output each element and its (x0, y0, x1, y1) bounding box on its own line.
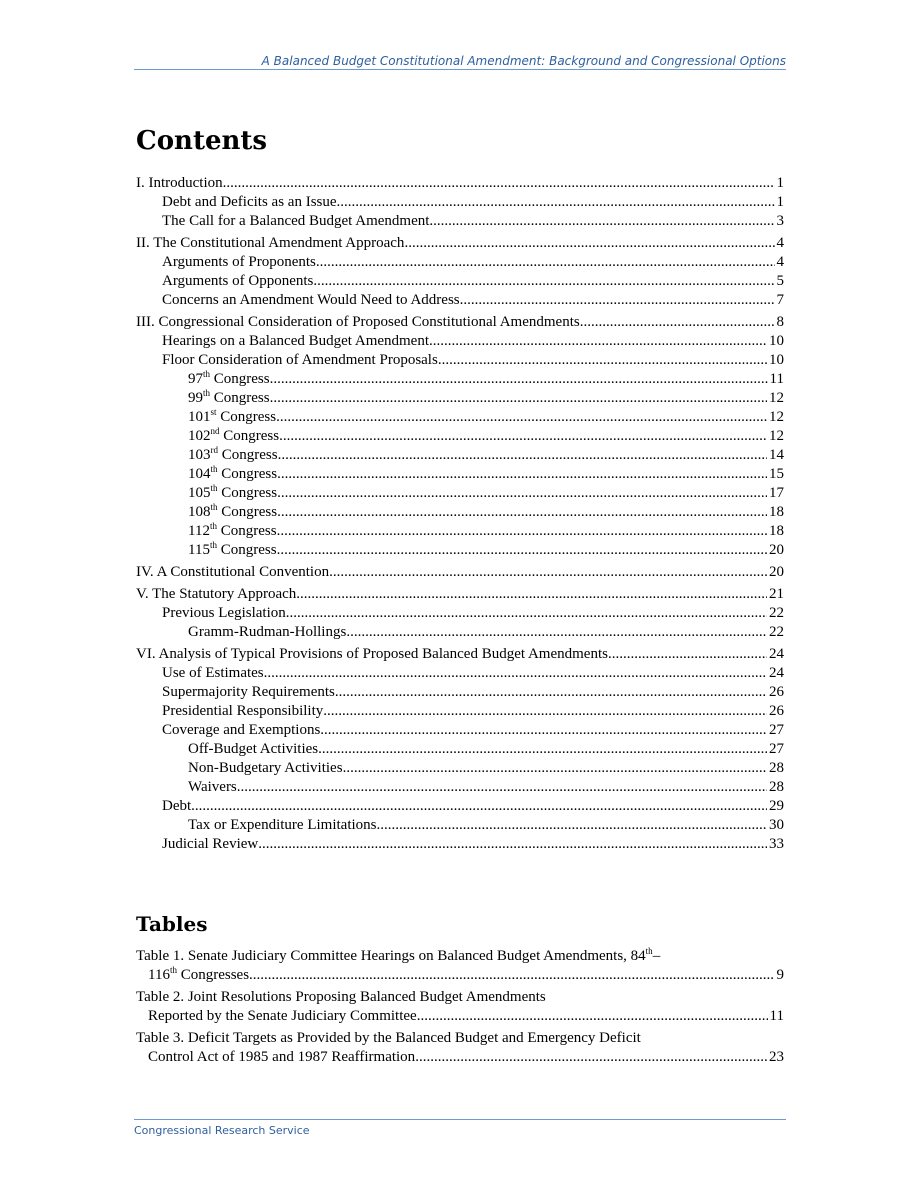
toc-table-3[interactable]: Table 3. Deficit Targets as Provided by the Balanced Budget and Emergency Deficit Control Act of 1985 and 1987 Reaffirmation ..... 23 (136, 1029, 784, 1067)
toc-entry-tax-expenditure[interactable]: Tax or Expenditure Limitations ..... 30 (136, 816, 784, 835)
toc-entry-previous-legislation[interactable]: Previous Legislation ..... 22 (136, 604, 784, 623)
toc-entry-waivers[interactable]: Waivers ..... 28 (136, 778, 784, 797)
toc-entry-statutory-approach[interactable]: V. The Statutory Approach ..... 21 (136, 585, 784, 604)
running-header: A Balanced Budget Constitutional Amendment: Background and Congressional Options (134, 54, 786, 70)
toc-entry-101st-congress[interactable]: 101st Congress ..... 12 (136, 408, 784, 427)
toc-table-2[interactable]: Table 2. Joint Resolutions Proposing Balanced Budget Amendments Reported by the Senate Judiciary Committee ..... 11 (136, 988, 784, 1026)
toc-entry-concerns[interactable]: Concerns an Amendment Would Need to Address ..... 7 (136, 291, 784, 310)
toc-entry-hearings[interactable]: Hearings on a Balanced Budget Amendment ..... 10 (136, 332, 784, 351)
toc-entry-coverage-exemptions[interactable]: Coverage and Exemptions ..... 27 (136, 721, 784, 740)
page-footer: Congressional Research Service (134, 1119, 786, 1137)
toc-entry-103rd-congress[interactable]: 103rd Congress ..... 14 (136, 446, 784, 465)
toc-entry-call-for-amendment[interactable]: The Call for a Balanced Budget Amendment ..... 3 (136, 212, 784, 231)
toc-entry-constitutional-convention[interactable]: IV. A Constitutional Convention ..... 20 (136, 563, 784, 582)
toc-entry-97th-congress[interactable]: 97th Congress ..... 11 (136, 370, 784, 389)
tables-heading: Tables (136, 912, 208, 936)
toc-table-1[interactable]: Table 1. Senate Judiciary Committee Hearings on Balanced Budget Amendments, 84th– 116th Congresses ..... 9 (136, 947, 784, 985)
toc-entry-use-of-estimates[interactable]: Use of Estimates ..... 24 (136, 664, 784, 683)
toc-entry-102nd-congress[interactable]: 102nd Congress ..... 12 (136, 427, 784, 446)
toc-entry-proponents[interactable]: Arguments of Proponents ..... 4 (136, 253, 784, 272)
toc-entry-112th-congress[interactable]: 112th Congress ..... 18 (136, 522, 784, 541)
toc-entry-non-budgetary[interactable]: Non-Budgetary Activities ..... 28 (136, 759, 784, 778)
toc-entry-99th-congress[interactable]: 99th Congress ..... 12 (136, 389, 784, 408)
contents-heading: Contents (136, 126, 268, 156)
toc-entry-congressional-consideration[interactable]: III. Congressional Consideration of Proposed Constitutional Amendments ..... 8 (136, 313, 784, 332)
toc-entry-115th-congress[interactable]: 115th Congress ..... 20 (136, 541, 784, 560)
toc-entry-supermajority[interactable]: Supermajority Requirements ..... 26 (136, 683, 784, 702)
toc-entry-constitutional-approach[interactable]: II. The Constitutional Amendment Approach ..... 4 (136, 234, 784, 253)
toc-entry-introduction[interactable]: I. Introduction ..... 1 (136, 174, 784, 193)
toc-entry-108th-congress[interactable]: 108th Congress ..... 18 (136, 503, 784, 522)
toc-entry-opponents[interactable]: Arguments of Opponents ..... 5 (136, 272, 784, 291)
toc-entry-105th-congress[interactable]: 105th Congress ..... 17 (136, 484, 784, 503)
toc-entry-analysis-provisions[interactable]: VI. Analysis of Typical Provisions of Proposed Balanced Budget Amendments ..... 24 (136, 645, 784, 664)
toc-entry-judicial-review[interactable]: Judicial Review ..... 33 (136, 835, 784, 854)
contents-list (136, 174, 784, 854)
toc-entry-gramm-rudman-hollings[interactable]: Gramm-Rudman-Hollings ..... 22 (136, 623, 784, 642)
toc-entry-floor-consideration[interactable]: Floor Consideration of Amendment Proposals ..... 10 (136, 351, 784, 370)
toc-entry-debt[interactable]: Debt ..... 29 (136, 797, 784, 816)
tables-list (136, 947, 784, 1070)
toc-entry-presidential-responsibility[interactable]: Presidential Responsibility ..... 26 (136, 702, 784, 721)
toc-entry-104th-congress[interactable]: 104th Congress ..... 15 (136, 465, 784, 484)
toc-entry-off-budget[interactable]: Off-Budget Activities ..... 27 (136, 740, 784, 759)
toc-entry-debt-deficits[interactable]: Debt and Deficits as an Issue ..... 1 (136, 193, 784, 212)
